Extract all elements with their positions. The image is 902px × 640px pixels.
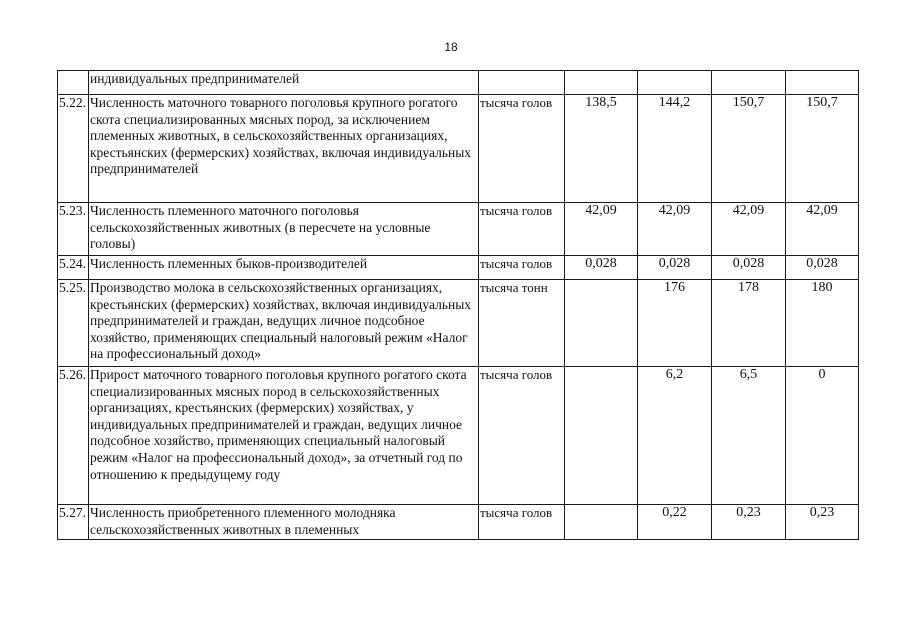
table-row (58, 505, 859, 540)
table-row (58, 95, 859, 203)
row-number: 5.27. (58, 505, 89, 540)
value-cell: 0 (786, 367, 859, 505)
value-cell (786, 71, 859, 95)
value-cell: 42,09 (786, 203, 859, 256)
value-cell: 180 (786, 280, 859, 367)
indicator-name: индивидуальных предпринимателей (89, 71, 479, 95)
unit-cell: тысяча голов (479, 256, 565, 280)
unit-cell: тысяча тонн (479, 280, 565, 367)
value-cell: 150,7 (786, 95, 859, 203)
value-cell: 0,22 (638, 505, 712, 540)
table-row (58, 203, 859, 256)
page-number: 18 (444, 40, 458, 54)
value-cell (712, 71, 786, 95)
indicator-name: Численность маточного товарного поголовья крупного рогатого скота специализированных мясных пород, за исключением племенных животных, в сельскохозяйственных организациях, крестьянских (фермерских) хозяйствах, включая индивидуальных предпринимателей (89, 95, 479, 203)
unit-cell: тысяча голов (479, 505, 565, 540)
value-cell: 0,028 (565, 256, 638, 280)
value-cell: 150,7 (712, 95, 786, 203)
value-cell: 6,2 (638, 367, 712, 505)
unit-cell: тысяча голов (479, 203, 565, 256)
value-cell: 42,09 (565, 203, 638, 256)
value-cell: 0,028 (786, 256, 859, 280)
row-number: 5.25. (58, 280, 89, 367)
indicator-name: Численность приобретенного племенного молодняка сельскохозяйственных животных в племенных (89, 505, 479, 540)
indicator-name: Численность племенного маточного поголовья сельскохозяйственных животных (в пересчете на условные головы) (89, 203, 479, 256)
unit-cell: тысяча голов (479, 367, 565, 505)
row-number: 5.22. (58, 95, 89, 203)
value-cell (565, 280, 638, 367)
row-number: 5.26. (58, 367, 89, 505)
value-cell (638, 71, 712, 95)
value-cell: 0,028 (638, 256, 712, 280)
value-cell (565, 71, 638, 95)
value-cell: 138,5 (565, 95, 638, 203)
value-cell: 6,5 (712, 367, 786, 505)
row-number: 5.23. (58, 203, 89, 256)
indicators-table (57, 70, 859, 540)
value-cell: 0,23 (712, 505, 786, 540)
value-cell: 178 (712, 280, 786, 367)
value-cell: 176 (638, 280, 712, 367)
row-number: 5.24. (58, 256, 89, 280)
indicator-name: Производство молока в сельскохозяйственных организациях, крестьянских (фермерских) хозяйствах, включая индивидуальных предпринимателей и граждан, ведущих личное подсобное хозяйство, применяющих специальный налоговый режим «Налог на профессиональный доход» (89, 280, 479, 367)
value-cell: 0,028 (712, 256, 786, 280)
table-row (58, 256, 859, 280)
row-number (58, 71, 89, 95)
unit-cell (479, 71, 565, 95)
value-cell (565, 505, 638, 540)
table-row (58, 280, 859, 367)
indicator-name: Прирост маточного товарного поголовья крупного рогатого скота специализированных мясных пород в сельскохозяйственных организациях, крестьянских (фермерских) хозяйствах, у индивидуальных предпринимателей и граждан, ведущих личное подсобное хозяйство, применяющих специальный налоговый режим «Налог на профессиональный доход», за отчетный год по отношению к предыдущему году (89, 367, 479, 505)
unit-cell: тысяча голов (479, 95, 565, 203)
value-cell (565, 367, 638, 505)
table-row (58, 367, 859, 505)
value-cell: 42,09 (638, 203, 712, 256)
indicator-name: Численность племенных быков-производителей (89, 256, 479, 280)
table-row (58, 71, 859, 95)
value-cell: 144,2 (638, 95, 712, 203)
value-cell: 0,23 (786, 505, 859, 540)
value-cell: 42,09 (712, 203, 786, 256)
